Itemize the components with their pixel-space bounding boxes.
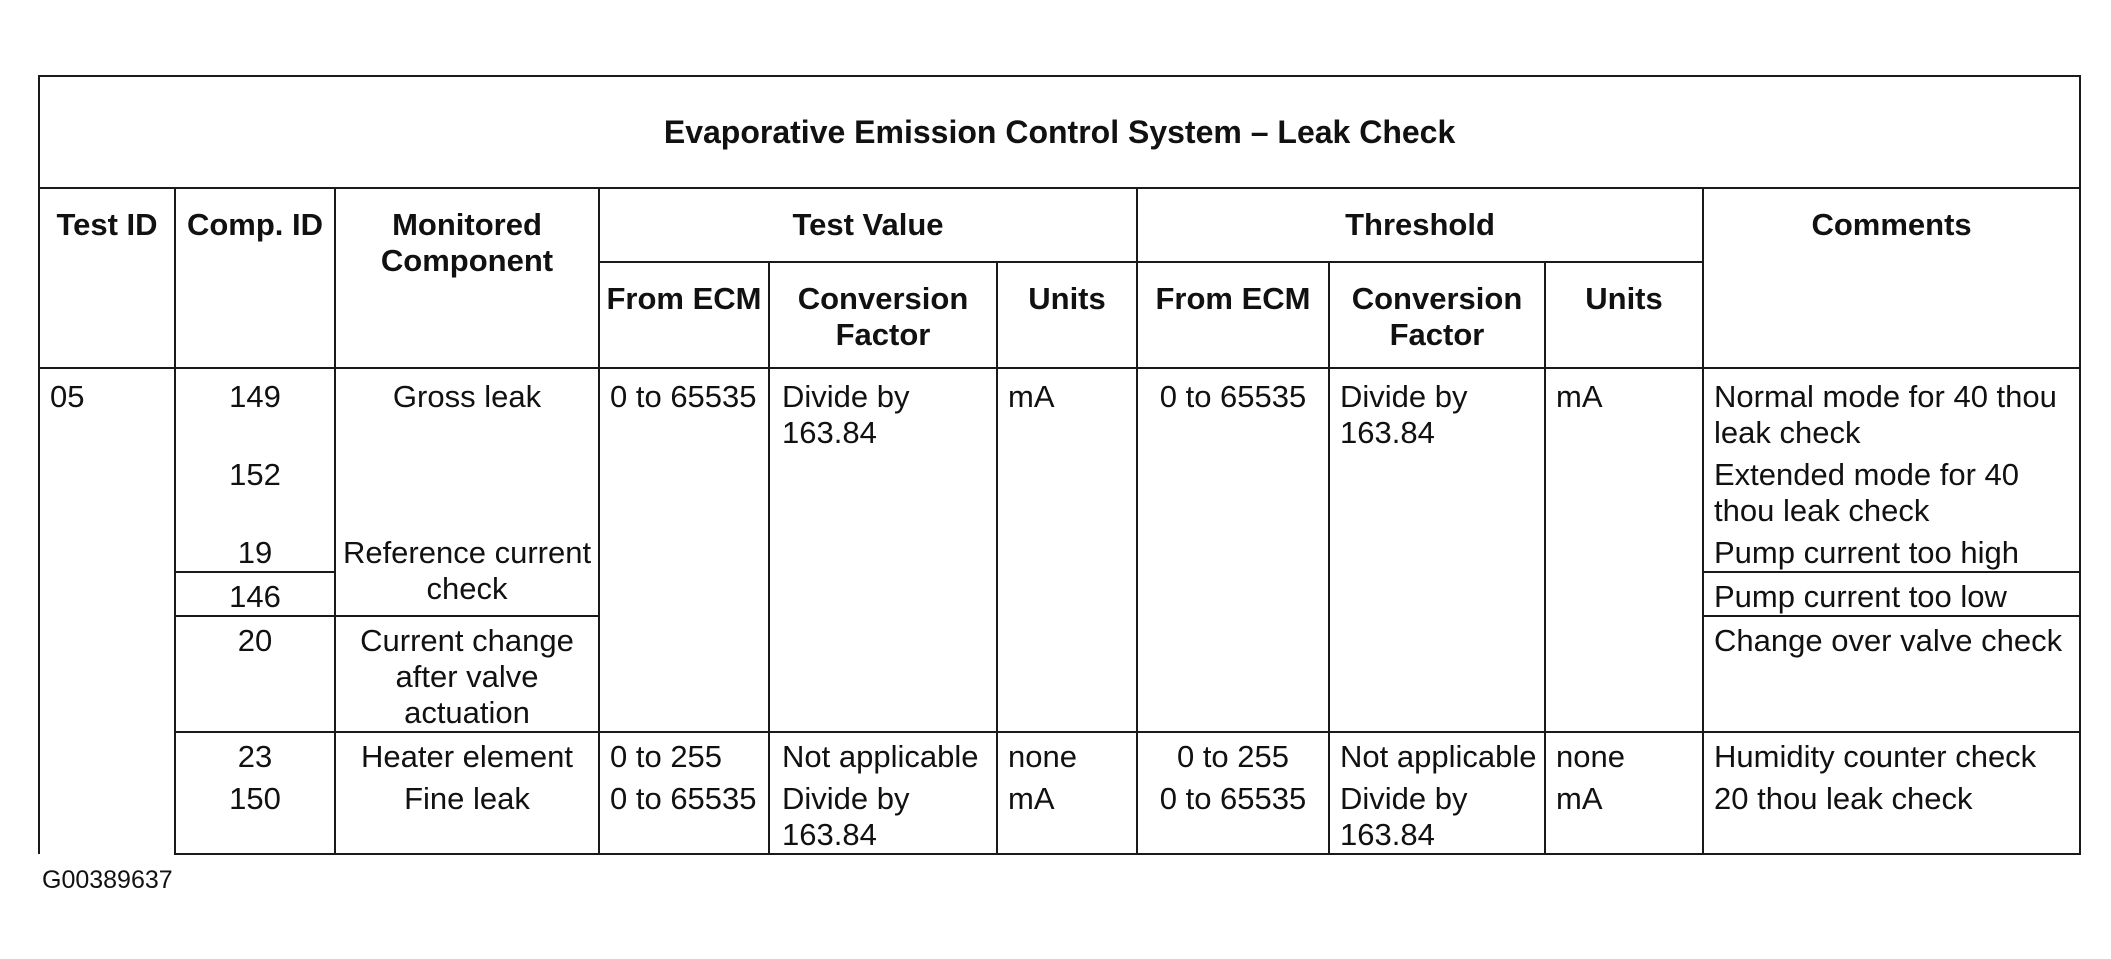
header-monitored-component: Monitored Component [335, 188, 599, 368]
comment-cell: Pump current too low [1703, 572, 2080, 616]
th-units-cell: mA [1545, 775, 1703, 854]
th-from-ecm-cell: 0 to 65535 [1137, 368, 1329, 732]
comment-cell: Change over valve check [1703, 616, 2080, 732]
tv-conversion-cell: Divide by 163.84 [769, 368, 997, 732]
comment-cell: Extended mode for 40 thou leak check [1703, 451, 2080, 529]
tv-from-ecm-cell: 0 to 65535 [599, 368, 769, 732]
comment-cell: Pump current too high [1703, 529, 2080, 572]
header-threshold-from-ecm: From ECM [1137, 262, 1329, 368]
comment-cell: Humidity counter check [1703, 732, 2080, 775]
header-test-id: Test ID [39, 188, 175, 368]
th-conversion-cell: Divide by 163.84 [1329, 368, 1545, 732]
test-id-cell: 05 [39, 368, 175, 854]
component-cell: Gross leak [335, 368, 599, 529]
th-conversion-cell: Divide by 163.84 [1329, 775, 1545, 854]
th-units-cell: none [1545, 732, 1703, 775]
leak-check-table [38, 75, 2081, 855]
comp-id-cell: 23 [175, 732, 335, 775]
th-from-ecm-cell: 0 to 65535 [1137, 775, 1329, 854]
table-row [39, 368, 2080, 451]
component-cell: Fine leak [335, 775, 599, 854]
comp-id-cell: 150 [175, 775, 335, 854]
comp-id-cell: 152 [175, 451, 335, 529]
tv-conversion-cell: Not applicable [769, 732, 997, 775]
header-threshold-conversion-factor: Conversion Factor [1329, 262, 1545, 368]
comp-id-cell: 19 [175, 529, 335, 572]
header-test-value-from-ecm: From ECM [599, 262, 769, 368]
header-comments: Comments [1703, 188, 2080, 368]
comp-id-cell: 149 [175, 368, 335, 451]
header-test-value: Test Value [599, 188, 1137, 262]
tv-units-cell: mA [997, 368, 1137, 732]
component-cell: Current change after valve actuation [335, 616, 599, 732]
table-title: Evaporative Emission Control System – Leak Check [39, 76, 2080, 188]
tv-from-ecm-cell: 0 to 255 [599, 732, 769, 775]
header-comp-id: Comp. ID [175, 188, 335, 368]
header-test-value-units: Units [997, 262, 1137, 368]
comment-cell: 20 thou leak check [1703, 775, 2080, 854]
th-conversion-cell: Not applicable [1329, 732, 1545, 775]
tv-conversion-cell: Divide by 163.84 [769, 775, 997, 854]
comp-id-cell: 20 [175, 616, 335, 732]
table-row [39, 732, 2080, 775]
comment-cell: Normal mode for 40 thou leak check [1703, 368, 2080, 451]
comp-id-cell: 146 [175, 572, 335, 616]
header-threshold: Threshold [1137, 188, 1703, 262]
th-units-cell: mA [1545, 368, 1703, 732]
component-cell: Heater element [335, 732, 599, 775]
figure-id: G00389637 [42, 866, 173, 894]
header-test-value-conversion-factor: Conversion Factor [769, 262, 997, 368]
header-threshold-units: Units [1545, 262, 1703, 368]
component-cell: Reference current check [335, 529, 599, 616]
tv-units-cell: none [997, 732, 1137, 775]
th-from-ecm-cell: 0 to 255 [1137, 732, 1329, 775]
tv-units-cell: mA [997, 775, 1137, 854]
table-row [39, 775, 2080, 854]
tv-from-ecm-cell: 0 to 65535 [599, 775, 769, 854]
